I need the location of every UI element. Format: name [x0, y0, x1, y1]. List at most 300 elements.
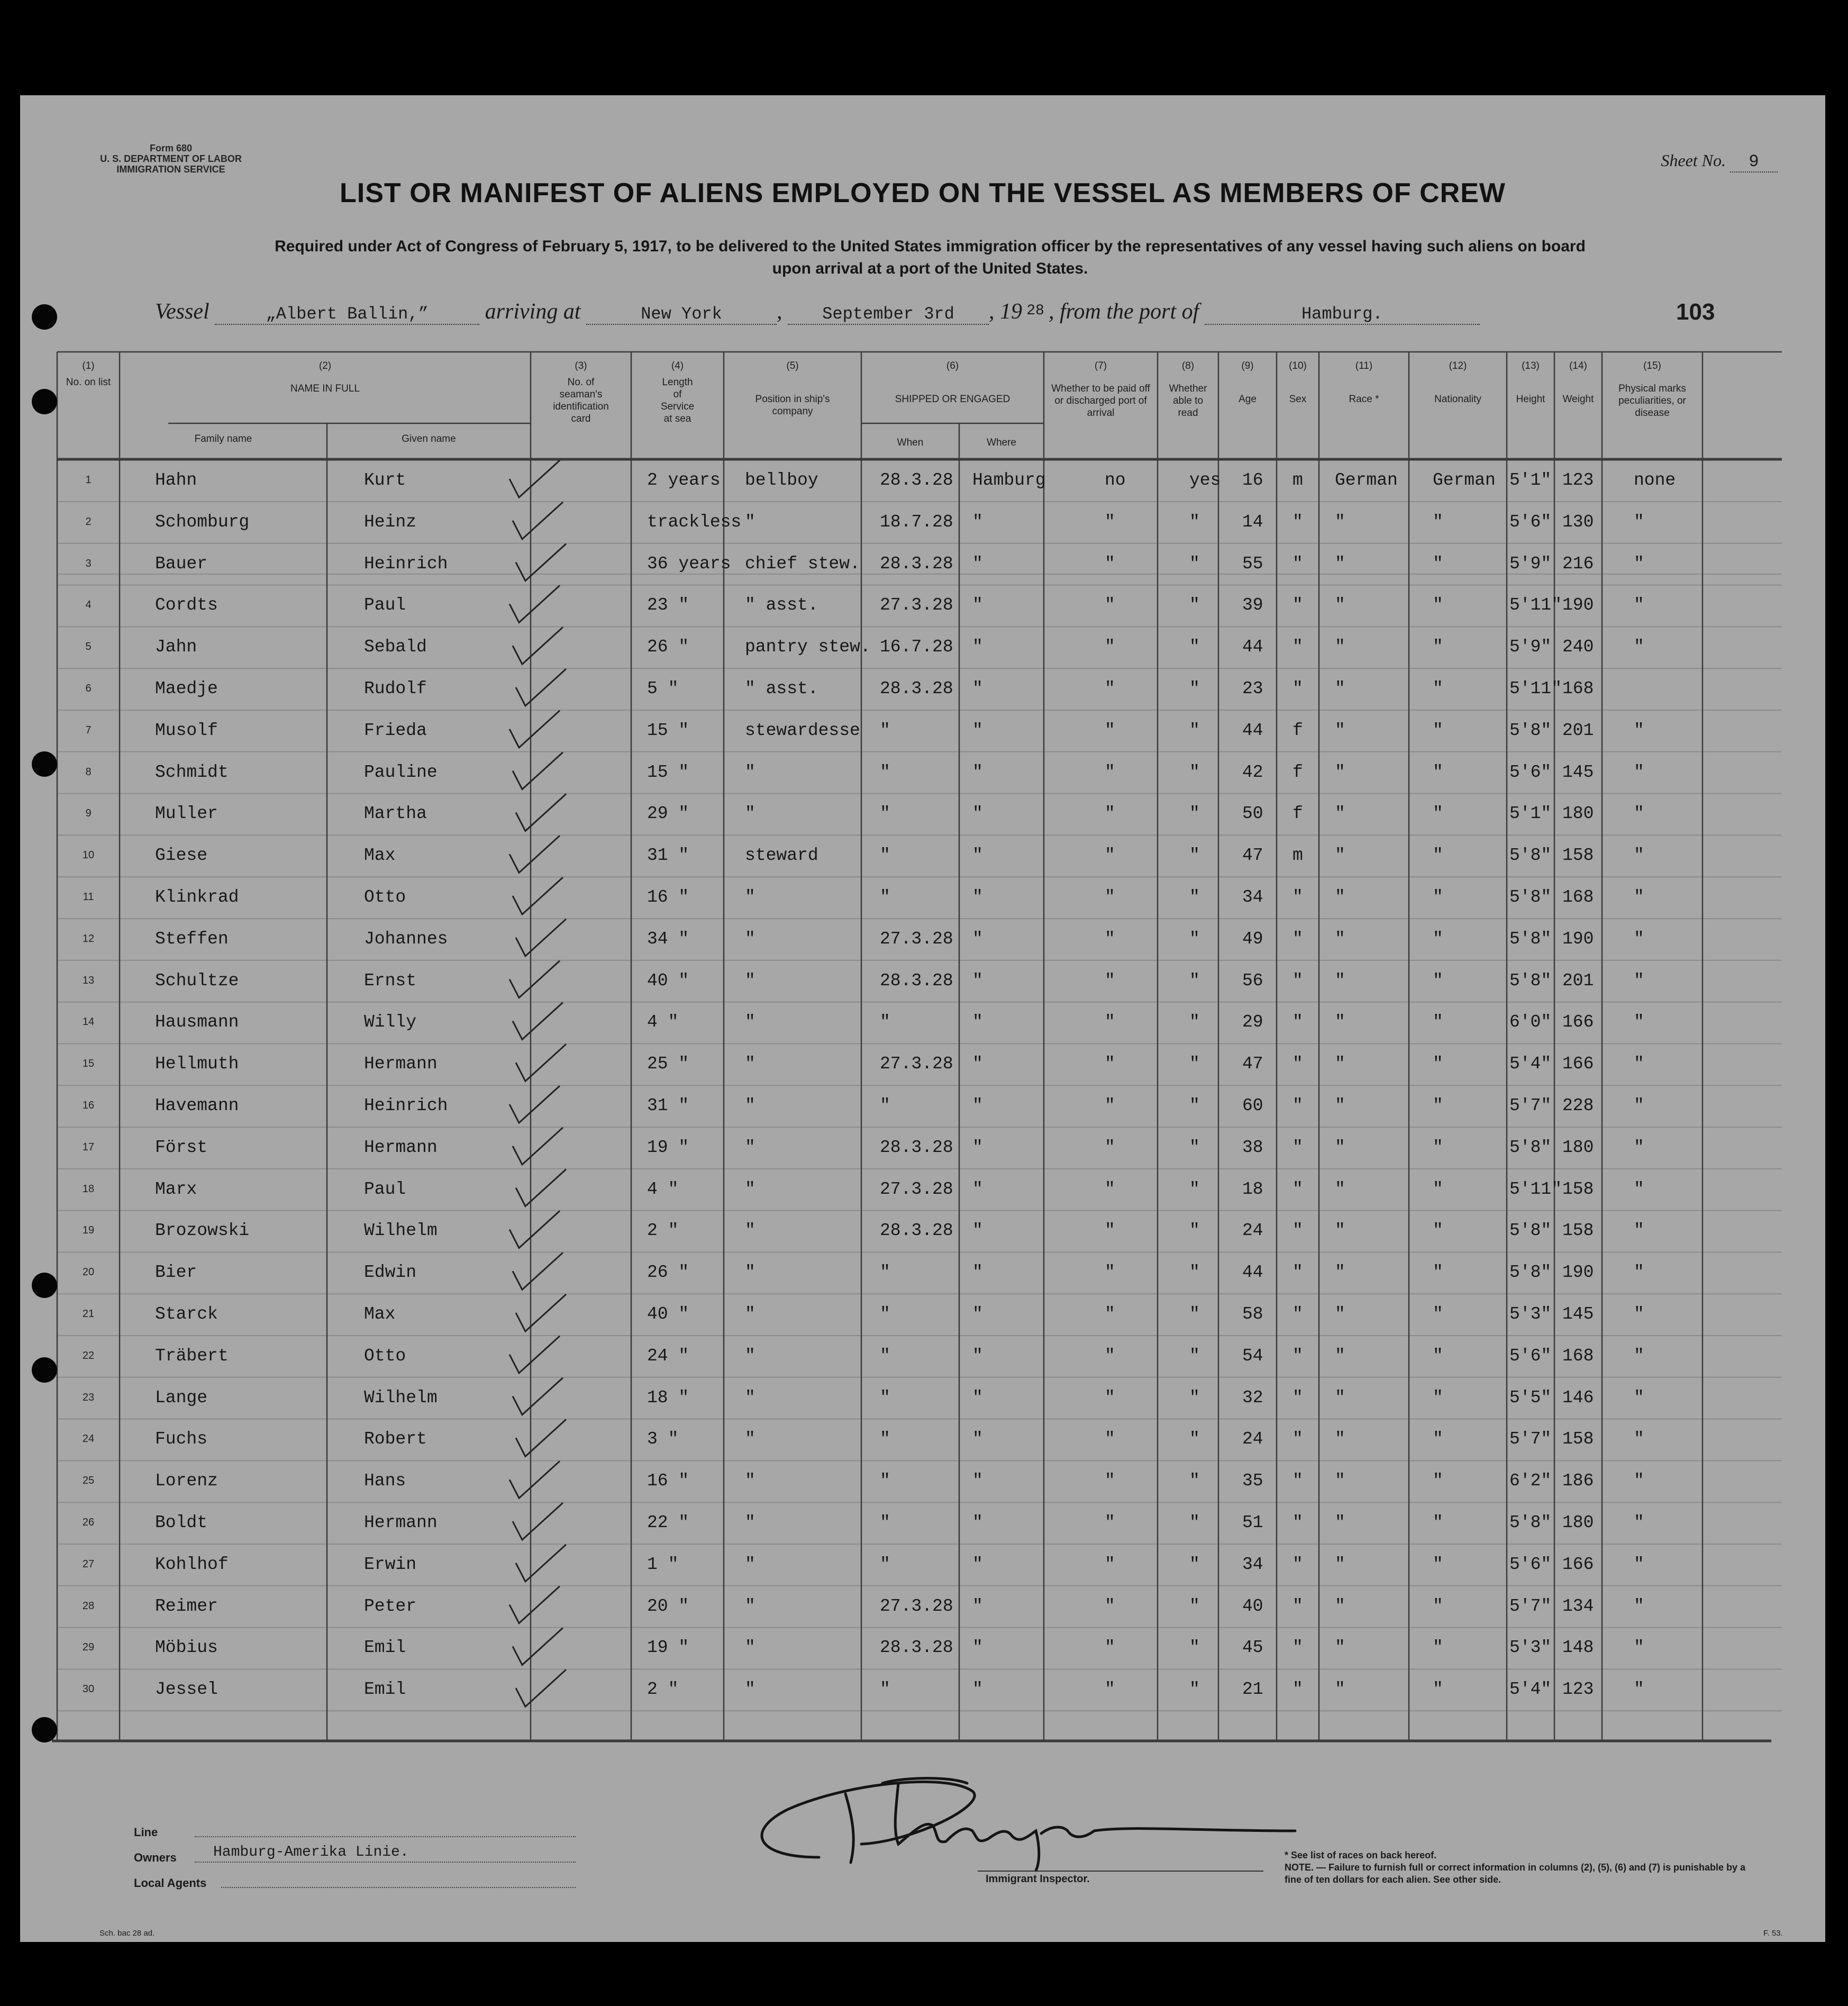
nationality: ": [1433, 929, 1443, 949]
col-title: Height: [1516, 394, 1545, 405]
line-field: [195, 1836, 576, 1837]
given-name: Otto: [364, 1346, 406, 1366]
col-number: (6): [946, 360, 959, 371]
sex: ": [1292, 1221, 1303, 1241]
shipped-where: ": [972, 1179, 983, 1199]
length-of-service: 5 ": [647, 679, 679, 698]
shipped-where: ": [972, 1638, 983, 1658]
family-name: Schomburg: [155, 512, 250, 532]
given-name: Willy: [364, 1012, 417, 1032]
age: 40: [1242, 1596, 1263, 1616]
nationality: ": [1433, 1096, 1443, 1115]
physical-marks: ": [1634, 1179, 1644, 1199]
check-mark-icon: [509, 1461, 560, 1498]
length-of-service: 16 ": [647, 887, 689, 907]
check-mark-icon: [513, 1378, 563, 1415]
ship-position: ": [745, 1596, 755, 1616]
check-mark-icon: [509, 711, 560, 748]
age: 60: [1242, 1096, 1263, 1115]
race: ": [1335, 970, 1345, 991]
check-mark-icon: [509, 585, 560, 622]
row-number: 20: [82, 1266, 95, 1278]
row-number: 16: [82, 1100, 95, 1111]
height: 5'7": [1509, 1596, 1552, 1616]
col-header-marks: [1602, 360, 1703, 419]
able-to-read: ": [1189, 1054, 1200, 1074]
family-name: Marx: [155, 1179, 197, 1199]
length-of-service: 2 ": [647, 1680, 679, 1700]
nationality: ": [1433, 553, 1443, 574]
col-title: Whether to be paid off or discharged port of arrival: [1051, 383, 1150, 419]
ship-position: ": [745, 1513, 755, 1532]
physical-marks: ": [1634, 1680, 1644, 1700]
col-header-position: [724, 360, 861, 417]
ship-position: ": [745, 1429, 755, 1449]
ship-position: ": [745, 1471, 755, 1491]
family-name: Klinkrad: [155, 887, 239, 907]
shipped-when: ": [880, 1513, 890, 1532]
row-number: 11: [83, 891, 94, 903]
col-title: Position in ship's company: [755, 394, 830, 417]
race: ": [1335, 1471, 1345, 1491]
nationality: ": [1433, 762, 1443, 782]
weight: 228: [1562, 1096, 1594, 1115]
col-title: No. on list: [66, 377, 111, 388]
ship-position: ": [745, 1012, 755, 1032]
given-name: Robert: [364, 1429, 427, 1449]
given-name: Otto: [364, 887, 406, 907]
row-number: 3: [85, 557, 92, 569]
race: ": [1335, 1638, 1345, 1658]
ship-position: ": [745, 1554, 755, 1574]
height: 5'8": [1509, 1263, 1552, 1283]
check-mark-icon: [513, 877, 563, 914]
shipped-where: ": [972, 1096, 983, 1115]
department-name: U. S. DEPARTMENT OF LABOR: [100, 153, 242, 164]
given-name: Peter: [364, 1596, 417, 1616]
shipped-where: ": [972, 1429, 983, 1449]
shipped-when: 27.3.28: [880, 1054, 953, 1074]
nationality: ": [1433, 1471, 1443, 1491]
race: ": [1335, 1513, 1345, 1532]
physical-marks: ": [1634, 1096, 1644, 1115]
col-header-given: Given name: [402, 433, 456, 444]
row-number: 19: [82, 1224, 95, 1237]
weight: 168: [1562, 1346, 1594, 1366]
height: 5'6": [1509, 1554, 1552, 1574]
able-to-read: ": [1189, 1554, 1200, 1574]
paid-off-discharged: ": [1105, 1346, 1115, 1366]
paid-off-discharged: ": [1105, 762, 1115, 782]
sex: ": [1292, 1346, 1303, 1366]
paid-off-discharged: ": [1105, 1179, 1115, 1199]
sex: ": [1292, 1596, 1303, 1616]
weight: 190: [1562, 595, 1594, 615]
family-name: Starck: [155, 1304, 218, 1324]
check-mark-icon: [513, 752, 563, 789]
shipped-where: ": [972, 1221, 983, 1241]
age: 42: [1242, 762, 1263, 782]
given-name: Sebald: [364, 637, 427, 657]
col-header-weight: [1554, 360, 1602, 405]
col-number: (15): [1643, 360, 1661, 371]
weight: 190: [1562, 929, 1594, 949]
length-of-service: 15 ": [647, 762, 689, 782]
length-of-service: 25 ": [647, 1054, 689, 1074]
age: 39: [1242, 595, 1263, 615]
check-mark-icon: [516, 1044, 566, 1081]
shipped-when: 27.3.28: [880, 1596, 953, 1616]
race: ": [1335, 1554, 1345, 1574]
age: 56: [1242, 970, 1263, 991]
footer-notes: [1285, 1849, 1761, 1886]
row-number: 26: [82, 1517, 95, 1528]
line-label: Line: [134, 1826, 158, 1839]
race: ": [1335, 512, 1345, 532]
shipped-where: ": [972, 846, 983, 866]
nationality: ": [1433, 679, 1443, 698]
able-to-read: ": [1189, 1471, 1200, 1491]
sex: f: [1292, 720, 1303, 740]
shipped-where: ": [972, 1137, 983, 1157]
family-name: Reimer: [155, 1596, 218, 1616]
length-of-service: 40 ": [647, 970, 689, 991]
ship-position: ": [745, 1054, 755, 1074]
given-name: Paul: [364, 1179, 406, 1199]
row-number: 5: [85, 641, 92, 653]
able-to-read: ": [1189, 1221, 1200, 1241]
paid-off-discharged: ": [1105, 1638, 1115, 1658]
nationality: ": [1433, 887, 1443, 907]
able-to-read: ": [1189, 1096, 1200, 1115]
height: 5'11": [1509, 595, 1562, 615]
family-name: Brozowski: [155, 1221, 250, 1241]
physical-marks: ": [1634, 1054, 1644, 1074]
shipped-where: ": [972, 1346, 983, 1366]
weight: 168: [1562, 887, 1594, 907]
able-to-read: ": [1189, 887, 1200, 907]
family-name: Fuchs: [155, 1429, 208, 1449]
shipped-when: 28.3.28: [880, 470, 953, 490]
shipped-when: 28.3.28: [880, 1221, 953, 1241]
length-of-service: 4 ": [647, 1179, 679, 1199]
identification-check-marks: [509, 460, 566, 1707]
given-name: Kurt: [364, 470, 406, 490]
shipped-where: ": [972, 1680, 983, 1700]
nationality: ": [1433, 804, 1443, 824]
given-name: Hermann: [364, 1054, 438, 1074]
ship-position: ": [745, 762, 755, 782]
paid-off-discharged: ": [1105, 1513, 1115, 1532]
nationality: ": [1433, 1179, 1443, 1199]
row-number: 30: [82, 1683, 95, 1695]
sex: ": [1292, 553, 1303, 574]
paid-off-discharged: ": [1105, 1304, 1115, 1324]
paid-off-discharged: ": [1105, 1429, 1115, 1449]
shipped-where: ": [972, 1596, 983, 1616]
row-number: 22: [82, 1349, 95, 1361]
ship-position: ": [745, 970, 755, 991]
subtitle-line-2: upon arrival at a port of the United States.: [772, 260, 1088, 277]
col-header-paid: [1044, 360, 1158, 419]
given-name: Heinrich: [364, 1096, 448, 1115]
paid-off-discharged: ": [1105, 1554, 1115, 1574]
shipped-when: ": [880, 1680, 890, 1700]
age: 38: [1242, 1137, 1263, 1157]
age: 16: [1242, 470, 1263, 490]
paid-off-discharged: ": [1105, 804, 1115, 824]
paid-off-discharged: ": [1105, 1096, 1115, 1115]
race: ": [1335, 1179, 1345, 1199]
able-to-read: ": [1189, 1012, 1200, 1032]
physical-marks: ": [1634, 1346, 1644, 1366]
race: ": [1335, 1054, 1345, 1074]
age: 55: [1242, 553, 1263, 574]
check-mark-icon: [516, 794, 566, 831]
check-mark-icon: [513, 502, 563, 539]
weight: 146: [1562, 1387, 1594, 1408]
able-to-read: ": [1189, 1680, 1200, 1700]
shipped-when: 16.7.28: [880, 637, 953, 657]
check-mark-icon: [516, 669, 566, 706]
height: 5'11": [1509, 679, 1562, 698]
physical-marks: ": [1634, 1513, 1644, 1532]
page-title: LIST OR MANIFEST OF ALIENS EMPLOYED ON THE VESSEL AS MEMBERS OF CREW: [340, 178, 1506, 208]
paid-off-discharged: ": [1105, 720, 1115, 740]
paid-off-discharged: ": [1105, 846, 1115, 866]
sex: ": [1292, 1263, 1303, 1283]
shipped-where: ": [972, 970, 983, 991]
given-name: Frieda: [364, 720, 427, 740]
shipped-where: ": [972, 553, 983, 574]
length-of-service: 19 ": [647, 1638, 689, 1658]
year-suffix: 28: [1026, 303, 1044, 319]
race: ": [1335, 762, 1345, 782]
weight: 123: [1562, 1680, 1594, 1700]
col-header-height: [1507, 360, 1554, 405]
age: 35: [1242, 1471, 1263, 1491]
manifest-sheet: [20, 95, 1825, 1942]
length-of-service: 20 ": [647, 1596, 689, 1616]
able-to-read: ": [1189, 637, 1200, 657]
physical-marks: ": [1634, 762, 1644, 782]
length-of-service: 19 ": [647, 1137, 689, 1157]
ship-position: ": [745, 512, 755, 532]
age: 44: [1242, 720, 1263, 740]
col-header-family: Family name: [194, 433, 252, 444]
height: 5'7": [1509, 1096, 1552, 1115]
weight: 134: [1562, 1596, 1594, 1616]
age: 24: [1242, 1221, 1263, 1241]
check-mark-icon: [509, 961, 560, 998]
weight: 168: [1562, 679, 1594, 698]
owners-field: [195, 1862, 576, 1863]
length-of-service: 15 ": [647, 720, 689, 740]
sex: ": [1292, 1429, 1303, 1449]
sex: ": [1292, 1554, 1303, 1574]
age: 23: [1242, 679, 1263, 698]
length-of-service: 1 ": [647, 1554, 679, 1574]
sex: ": [1292, 1096, 1303, 1115]
race: ": [1335, 887, 1345, 907]
ship-position: chief stew.: [745, 553, 860, 574]
col-header-where: Where: [987, 437, 1016, 448]
col-header-service: [631, 360, 724, 425]
physical-marks: ": [1634, 595, 1644, 615]
ship-position: " asst.: [745, 679, 818, 698]
nationality: ": [1433, 1346, 1443, 1366]
check-mark-icon: [516, 1545, 566, 1582]
paid-off-discharged: ": [1105, 512, 1115, 532]
shipped-when: ": [880, 1387, 890, 1408]
able-to-read: ": [1189, 970, 1200, 991]
shipped-when: 28.3.28: [880, 970, 953, 991]
physical-marks: ": [1634, 1221, 1644, 1241]
check-mark-icon: [509, 1086, 560, 1123]
nationality: ": [1433, 720, 1443, 740]
given-name: Max: [364, 1304, 396, 1324]
check-mark-icon: [516, 1669, 566, 1707]
age: 58: [1242, 1304, 1263, 1324]
shipped-when: ": [880, 887, 890, 907]
height: 5'8": [1509, 720, 1552, 740]
shipped-when: ": [880, 804, 890, 824]
check-mark-icon: [513, 1503, 563, 1540]
sex: ": [1292, 637, 1303, 657]
height: 5'4": [1509, 1054, 1552, 1074]
length-of-service: 31 ": [647, 846, 689, 866]
length-of-service: 40 ": [647, 1304, 689, 1324]
shipped-where: ": [972, 1471, 983, 1491]
shipped-when: ": [880, 846, 890, 866]
vessel-label: Vessel: [155, 299, 210, 324]
able-to-read: ": [1189, 1387, 1200, 1408]
nationality: ": [1433, 1554, 1443, 1574]
family-name: Schultze: [155, 970, 239, 991]
shipped-when: ": [880, 1471, 890, 1491]
shipped-when: 18.7.28: [880, 512, 953, 532]
sex: ": [1292, 1471, 1303, 1491]
height: 5'11": [1509, 1179, 1562, 1199]
race: ": [1335, 1137, 1345, 1157]
ship-position: ": [745, 1263, 755, 1283]
row-number: 7: [85, 724, 92, 736]
physical-marks: ": [1634, 970, 1644, 991]
shipped-where: ": [972, 512, 983, 532]
sex: ": [1292, 1387, 1303, 1408]
length-of-service: 24 ": [647, 1346, 689, 1366]
row-number: 9: [85, 807, 92, 820]
sex: ": [1292, 512, 1303, 532]
weight: 216: [1562, 553, 1594, 574]
shipped-when: ": [880, 1304, 890, 1324]
shipped-where: ": [972, 679, 983, 698]
given-name: Heinz: [364, 512, 417, 532]
age: 47: [1242, 846, 1263, 866]
physical-marks: ": [1634, 804, 1644, 824]
shipped-where: ": [972, 1304, 983, 1324]
given-name: Wilhelm: [364, 1387, 438, 1408]
length-of-service: trackless: [647, 512, 742, 532]
weight: 201: [1562, 720, 1594, 740]
print-code: Sch. bac 28 ad.: [99, 1929, 155, 1938]
physical-marks: ": [1634, 1387, 1644, 1408]
row-number: 28: [82, 1600, 95, 1612]
ship-position: stewardesse: [745, 720, 860, 740]
family-name: Möbius: [155, 1638, 218, 1658]
col-number: (11): [1355, 360, 1373, 371]
race: ": [1335, 553, 1345, 574]
check-mark-icon: [513, 1128, 563, 1165]
race: ": [1335, 804, 1345, 824]
able-to-read: ": [1189, 553, 1200, 574]
sheet-number-value: 9: [1730, 152, 1778, 173]
sex: ": [1292, 1054, 1303, 1074]
able-to-read: yes: [1189, 470, 1221, 490]
physical-marks: ": [1634, 720, 1644, 740]
row-number: 21: [82, 1308, 95, 1320]
paid-off-discharged: ": [1105, 1054, 1115, 1074]
inspector-signature-line: [978, 1871, 1263, 1872]
col-number: (10): [1289, 360, 1307, 371]
weight: 158: [1562, 846, 1594, 866]
ship-position: bellboy: [745, 470, 818, 490]
shipped-where: ": [972, 762, 983, 782]
given-name: Paul: [364, 595, 406, 615]
physical-marks: none: [1634, 470, 1676, 490]
shipped-where: ": [972, 1012, 983, 1032]
height: 5'4": [1509, 1680, 1552, 1700]
subtitle-line-1: Required under Act of Congress of February 5, 1917, to be delivered to the United States immigration officer by the representatives of any vessel having such aliens on board: [275, 238, 1586, 255]
length-of-service: 4 ": [647, 1012, 679, 1032]
col-header-shipped: [861, 360, 1044, 405]
physical-marks: ": [1634, 1554, 1644, 1574]
row-number: 23: [82, 1391, 95, 1403]
family-name: Bier: [155, 1263, 197, 1283]
sex: ": [1292, 970, 1303, 991]
shipped-when: ": [880, 1346, 890, 1366]
check-mark-icon: [509, 1336, 560, 1373]
check-mark-icon: [509, 1586, 560, 1623]
age: 49: [1242, 929, 1263, 949]
shipped-where: ": [972, 1513, 983, 1532]
shipped-when: ": [880, 1012, 890, 1032]
local-agents-label: Local Agents: [134, 1876, 207, 1890]
paid-off-discharged: ": [1105, 595, 1115, 615]
given-name: Emil: [364, 1680, 406, 1700]
given-name: Pauline: [364, 762, 438, 782]
shipped-where: ": [972, 720, 983, 740]
able-to-read: ": [1189, 1346, 1200, 1366]
family-name: Giese: [155, 846, 208, 866]
shipped-when: ": [880, 1096, 890, 1115]
paid-off-discharged: ": [1105, 637, 1115, 657]
ship-position: ": [745, 887, 755, 907]
col-header-race: [1319, 360, 1409, 405]
shipped-when: 28.3.28: [880, 1638, 953, 1658]
weight: 180: [1562, 1513, 1594, 1532]
race: ": [1335, 637, 1345, 657]
shipped-where: ": [972, 929, 983, 949]
race: ": [1335, 1387, 1345, 1408]
paid-off-discharged: ": [1105, 1263, 1115, 1283]
weight: 240: [1562, 637, 1594, 657]
binder-hole: [32, 304, 57, 330]
shipped-where: ": [972, 1387, 983, 1408]
ship-position: ": [745, 1137, 755, 1157]
nationality: German: [1433, 470, 1496, 490]
physical-marks: ": [1634, 1263, 1644, 1283]
